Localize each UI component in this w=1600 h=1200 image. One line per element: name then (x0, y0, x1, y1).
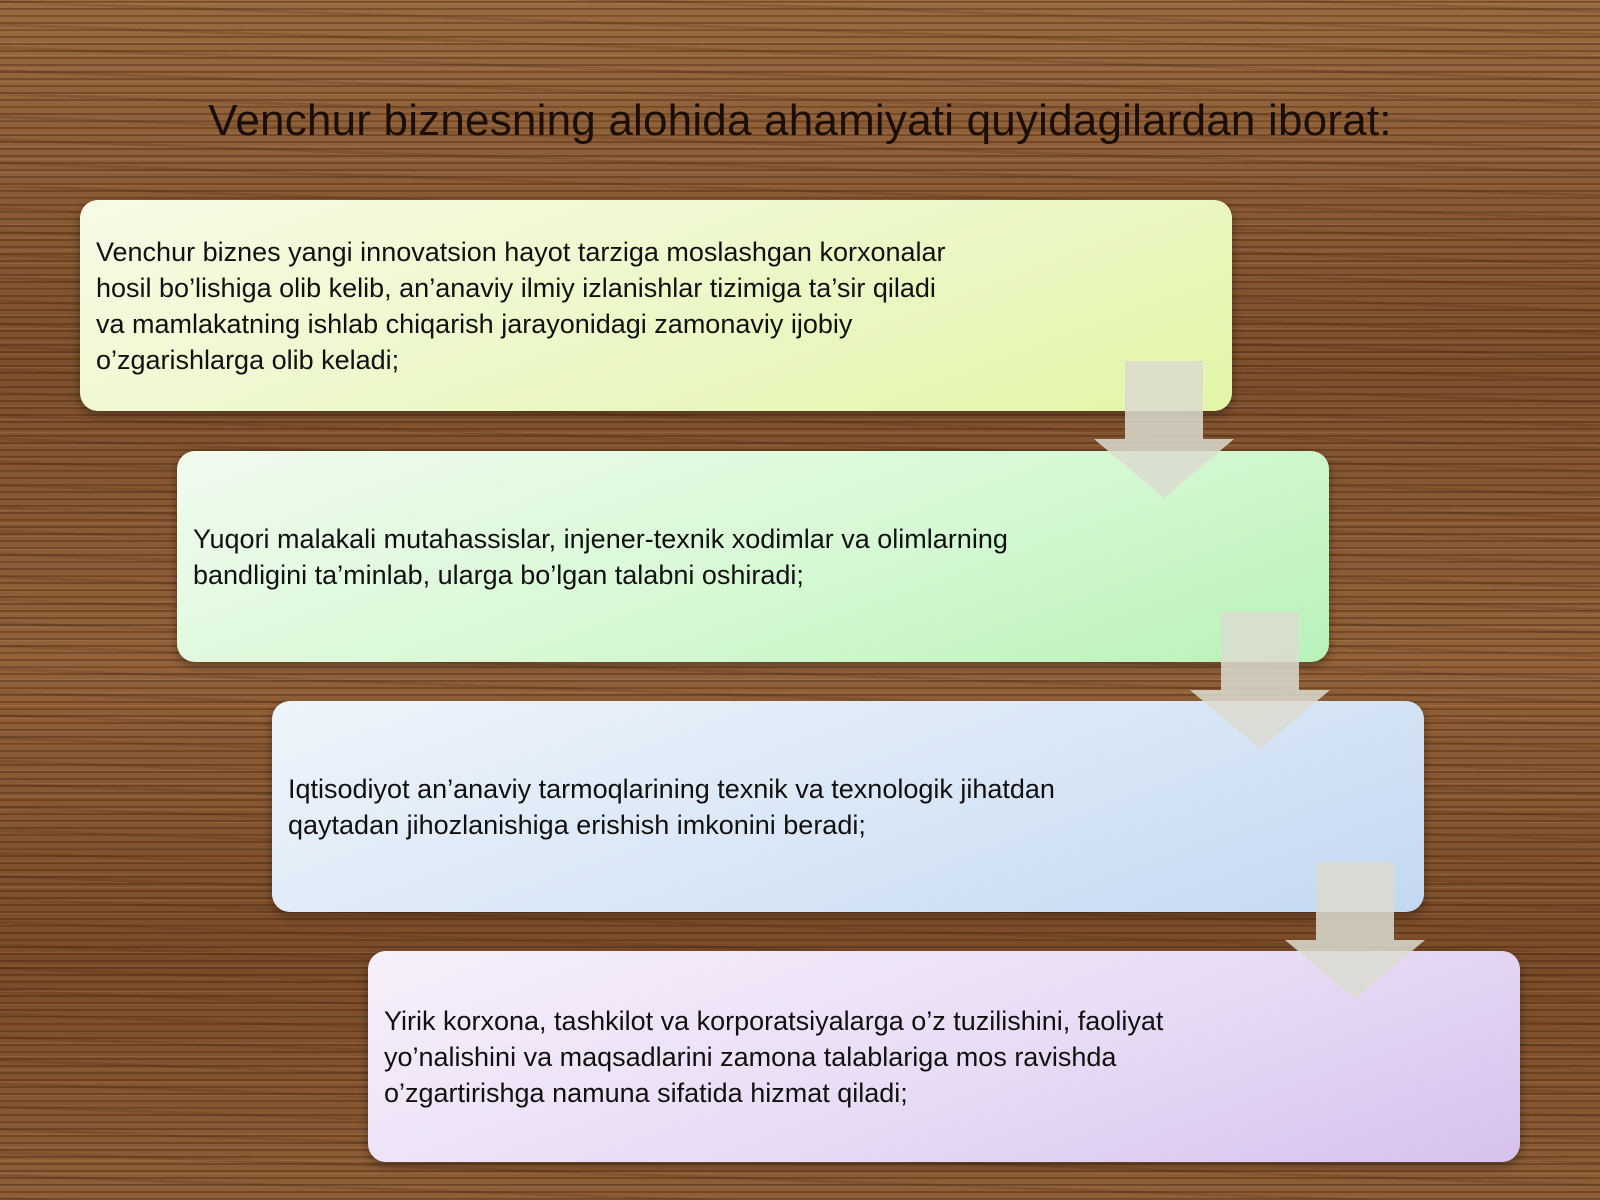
process-step-1 (80, 200, 1232, 411)
down-arrow-icon (1094, 361, 1234, 498)
process-step-1-text: Venchur biznes yangi innovatsion hayot tarziga moslashgan korxonalar hosil bo’lishiga olib kelib, an’anaviy ilmiy izlanishlar tizimiga ta’sir qiladi va mamlakatning ishlab chiqarish jarayonidagi zamonaviy ijobiy o’zgarishlarga olib keladi; (96, 236, 946, 375)
slide-title: Venchur biznesning alohida ahamiyati quyidagilardan iborat: (208, 96, 1392, 145)
process-step-4-text: Yirik korxona, tashkilot va korporatsiyalarga o’z tuzilishini, faoliyat yo’nalishini va maqsadlarini zamona talablariga mos ravishda o’zgartirishga namuna sifatida hizmat qiladi; (384, 1005, 1164, 1108)
process-step-3-text: Iqtisodiyot an’anaviy tarmoqlarining texnik va texnologik jihatdan qaytadan jihozlanishiga erishish imkonini beradi; (288, 773, 1055, 840)
down-arrow-icon (1285, 862, 1425, 999)
process-step-2-text: Yuqori malakali mutahassislar, injener-texnik xodimlar va olimlarning bandligini ta’minlab, ularga bo’lgan talabni oshiradi; (193, 523, 1008, 590)
down-arrow-icon (1190, 612, 1330, 749)
